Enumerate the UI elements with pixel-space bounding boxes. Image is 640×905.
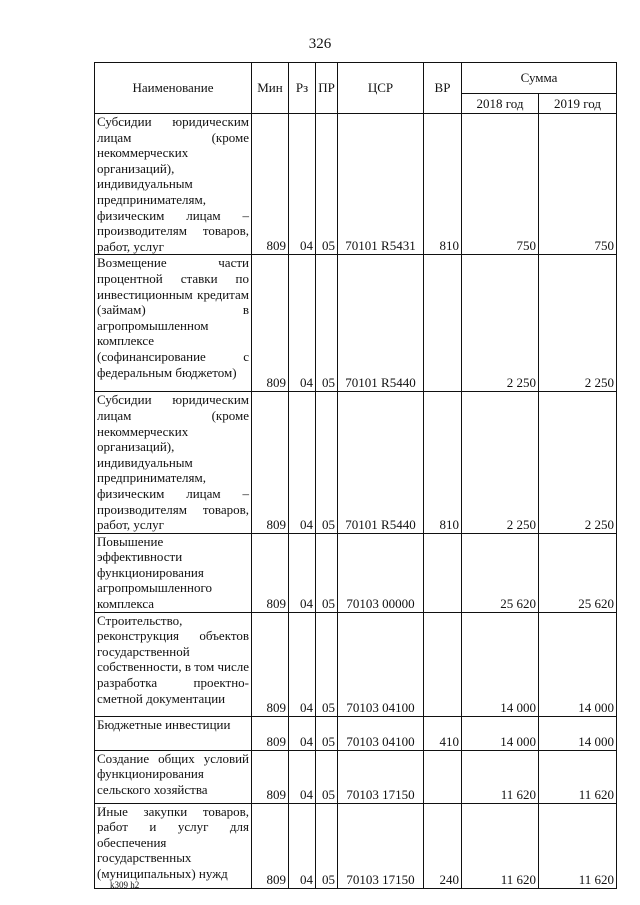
table-row (95, 255, 617, 392)
row-pr: 05 (316, 114, 338, 255)
row-name: Строительство, реконструкция объектов государственной собственности, в том числе разработка проектно-сметной документации (95, 612, 252, 716)
row-name: Бюджетные инвестиции (95, 716, 252, 750)
row-rz: 04 (289, 803, 316, 888)
table-row (95, 612, 617, 716)
row-2019: 25 620 (539, 533, 617, 612)
row-pr: 05 (316, 750, 338, 803)
row-csr: 70103 00000 (338, 533, 424, 612)
row-rz: 04 (289, 392, 316, 533)
row-min: 809 (252, 392, 289, 533)
col-header-csr: ЦСР (338, 63, 424, 114)
row-pr: 05 (316, 392, 338, 533)
row-min: 809 (252, 533, 289, 612)
table-row (95, 750, 617, 803)
row-2019: 14 000 (539, 716, 617, 750)
row-2019: 2 250 (539, 392, 617, 533)
page-number: 326 (308, 36, 332, 52)
row-pr: 05 (316, 716, 338, 750)
row-vr: 410 (424, 716, 462, 750)
row-2019: 11 620 (539, 803, 617, 888)
table-row (95, 114, 617, 255)
row-csr: 70103 17150 (338, 750, 424, 803)
row-2019: 14 000 (539, 612, 617, 716)
row-min: 809 (252, 803, 289, 888)
row-name: Субсидии юридическим лицам (кроме некоммерческих организаций), индивидуальным предпринимателям, физическим лицам – производителям товаров, работ, услуг (95, 392, 252, 533)
row-csr: 70103 04100 (338, 716, 424, 750)
row-2018: 2 250 (462, 255, 539, 392)
row-name: Возмещение части процентной ставки по инвестиционным кредитам (займам) в агропромышленном комплексе (софинансирование с федеральным бюджетом) (95, 255, 252, 392)
row-vr: 810 (424, 392, 462, 533)
table-row (95, 803, 617, 888)
row-2018: 25 620 (462, 533, 539, 612)
row-2018: 11 620 (462, 803, 539, 888)
row-csr: 70101 R5431 (338, 114, 424, 255)
row-min: 809 (252, 612, 289, 716)
col-header-pr: ПР (316, 63, 338, 114)
row-rz: 04 (289, 533, 316, 612)
row-2018: 14 000 (462, 612, 539, 716)
row-min: 809 (252, 716, 289, 750)
row-2019: 750 (539, 114, 617, 255)
row-2019: 11 620 (539, 750, 617, 803)
col-header-2018: 2018 год (462, 94, 539, 114)
row-vr: 810 (424, 114, 462, 255)
table-row (95, 716, 617, 750)
row-2018: 14 000 (462, 716, 539, 750)
row-pr: 05 (316, 612, 338, 716)
row-rz: 04 (289, 612, 316, 716)
table-row (95, 392, 617, 533)
footer-code: k309 h2 (110, 880, 140, 890)
col-header-min: Мин (252, 63, 289, 114)
col-header-rz: Рз (289, 63, 316, 114)
row-csr: 70103 17150 (338, 803, 424, 888)
row-2018: 11 620 (462, 750, 539, 803)
row-min: 809 (252, 114, 289, 255)
col-header-vr: ВР (424, 63, 462, 114)
row-2018: 2 250 (462, 392, 539, 533)
row-vr (424, 533, 462, 612)
row-vr (424, 255, 462, 392)
row-rz: 04 (289, 750, 316, 803)
row-csr: 70103 04100 (338, 612, 424, 716)
col-header-sum: Сумма (462, 63, 617, 94)
col-header-2019: 2019 год (539, 94, 617, 114)
row-rz: 04 (289, 716, 316, 750)
row-name: Создание общих условий функционирования сельского хозяйства (95, 750, 252, 803)
row-vr (424, 750, 462, 803)
row-vr: 240 (424, 803, 462, 888)
row-rz: 04 (289, 255, 316, 392)
row-csr: 70101 R5440 (338, 392, 424, 533)
row-vr (424, 612, 462, 716)
row-rz: 04 (289, 114, 316, 255)
row-pr: 05 (316, 803, 338, 888)
budget-table (94, 62, 617, 889)
col-header-name: Наименование (95, 63, 252, 114)
row-pr: 05 (316, 255, 338, 392)
row-name: Субсидии юридическим лицам (кроме некоммерческих организаций), индивидуальным предпринимателям, физическим лицам – производителям товаров, работ, услуг (95, 114, 252, 255)
row-pr: 05 (316, 533, 338, 612)
row-min: 809 (252, 750, 289, 803)
row-csr: 70101 R5440 (338, 255, 424, 392)
row-name: Повышение эффективности функционирования агропромышленного комплекса (95, 533, 252, 612)
table-row (95, 533, 617, 612)
row-name: Иные закупки товаров, работ и услуг для обеспечения государственных (муниципальных) нужд (95, 803, 252, 888)
row-2018: 750 (462, 114, 539, 255)
row-2019: 2 250 (539, 255, 617, 392)
row-min: 809 (252, 255, 289, 392)
